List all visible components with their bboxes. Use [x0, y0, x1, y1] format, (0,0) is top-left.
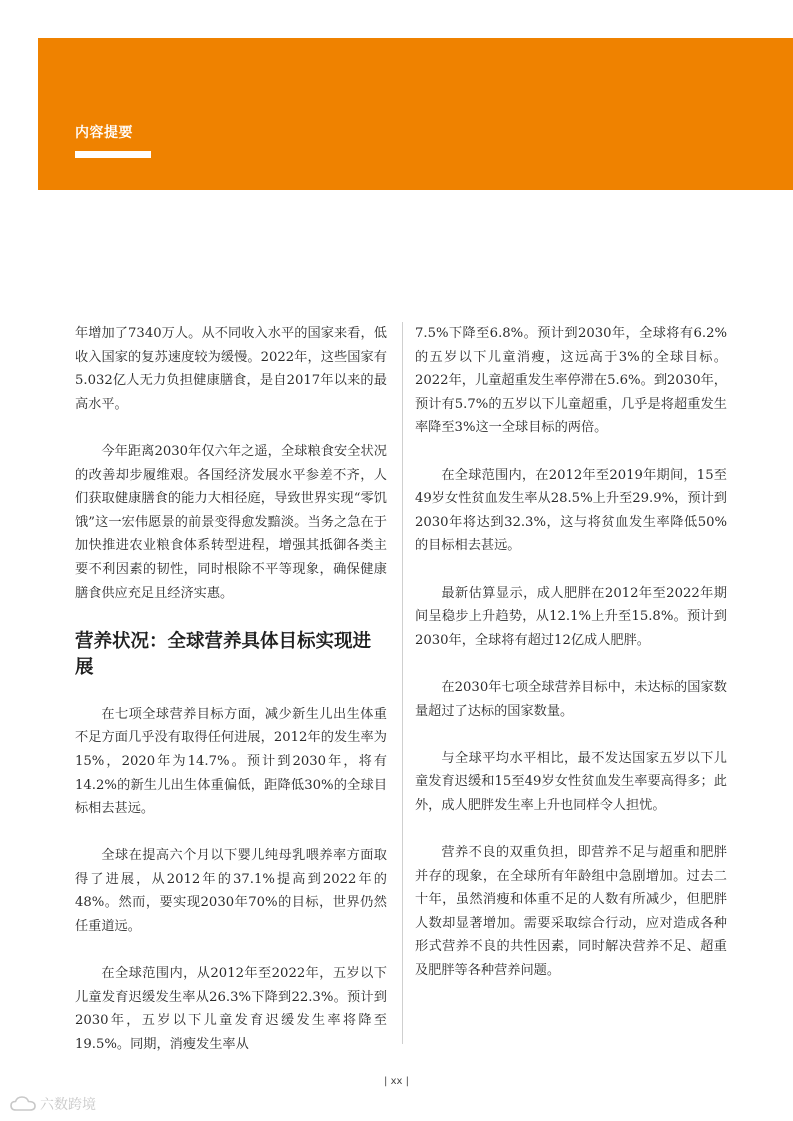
paragraph: 在七项全球营养目标方面，减少新生儿出生体重不足方面几乎没有取得任何进展，2012年的发生率为15%，2020年为14.7%。预计到2030年，将有14.2%的新生儿出生体重偏低，距降低30%的全球目标相去甚远。 [75, 706, 387, 817]
paragraph: 营养不良的双重负担，即营养不足与超重和肥胖并存的现象，在全球所有年龄组中急剧增加。过去二十年，虽然消瘦和体重不足的人数有所减少，但肥胖人数却显著增加。需要采取综合行动，应对造成各种形式营养不良的共性因素，同时解决营养不足、超重及肥胖等各种营养问题。 [415, 845, 727, 979]
watermark [10, 1094, 96, 1114]
cloud-logo-icon [10, 1095, 36, 1113]
paragraph: 年增加了7340万人。从不同收入水平的国家来看，低收入国家的复苏速度较为缓慢。2022年，这些国家有5.032亿人无力负担健康膳食，是自2017年以来的最高水平。 [75, 326, 387, 412]
paragraph: 7.5%下降至6.8%。预计到2030年，全球将有6.2%的五岁以下儿童消瘦，这远高于3%的全球目标。2022年，儿童超重发生率停滞在5.6%。到2030年，预计有5.7%的五岁以下儿童超重，几乎是将超重发生率降至3%这一全球目标的两倍。 [415, 326, 727, 436]
left-column [75, 322, 387, 1080]
paragraph: 在2030年七项全球营养目标中，未达标的国家数量超过了达标的国家数量。 [415, 679, 727, 719]
paragraph: 最新估算显示，成人肥胖在2012年至2022年期间呈稳步上升趋势，从12.1%上升至15.8%。预计到2030年，全球将有超过12亿成人肥胖。 [415, 585, 727, 648]
column-divider [402, 322, 403, 1044]
page-number: | xx | [384, 1076, 409, 1087]
paragraph: 在全球范围内，从2012年至2022年，五岁以下儿童发育迟缓发生率从26.3%下降到22.3%。预计到2030年，五岁以下儿童发育迟缓发生率将降至19.5%。同期，消瘦发生率从 [75, 966, 387, 1053]
section-title: 内容提要 [75, 125, 133, 141]
paragraph: 今年距离2030年仅六年之遥，全球粮食安全状况的改善却步履维艰。各国经济发展水平参差不齐，人们获取健康膳食的能力大相径庭，导致世界实现“零饥饿”这一宏伟愿景的前景变得愈发黯淡。当务之急在于加快推进农业粮食体系转型进程，增强其抵御各类主要不利因素的韧性，同时根除不平等现象，确保健康膳食供应充足且经济实惠。 [75, 443, 387, 601]
header-band [38, 38, 793, 190]
paragraph: 全球在提高六个月以下婴儿纯母乳喂养率方面取得了进展，从2012年的37.1%提高到2022年的48%。然而，要实现2030年70%的目标，世界仍然任重道远。 [75, 848, 387, 935]
title-underline [75, 151, 151, 158]
paragraph: 与全球平均水平相比，最不发达国家五岁以下儿童发育迟缓和15至49岁女性贫血发生率要高得多；此外，成人肥胖发生率上升也同样令人担忧。 [415, 750, 727, 813]
watermark-text: 六数跨境 [40, 1097, 96, 1113]
right-column [415, 322, 727, 1006]
section-heading: 营养状况：全球营养具体目标实现进展 [75, 630, 372, 678]
paragraph: 在全球范围内，在2012年至2019年期间，15至49岁女性贫血发生率从28.5%上升至29.9%，预计到2030年将达到32.3%，这与将贫血发生率降低50%的目标相去甚远。 [415, 467, 727, 554]
